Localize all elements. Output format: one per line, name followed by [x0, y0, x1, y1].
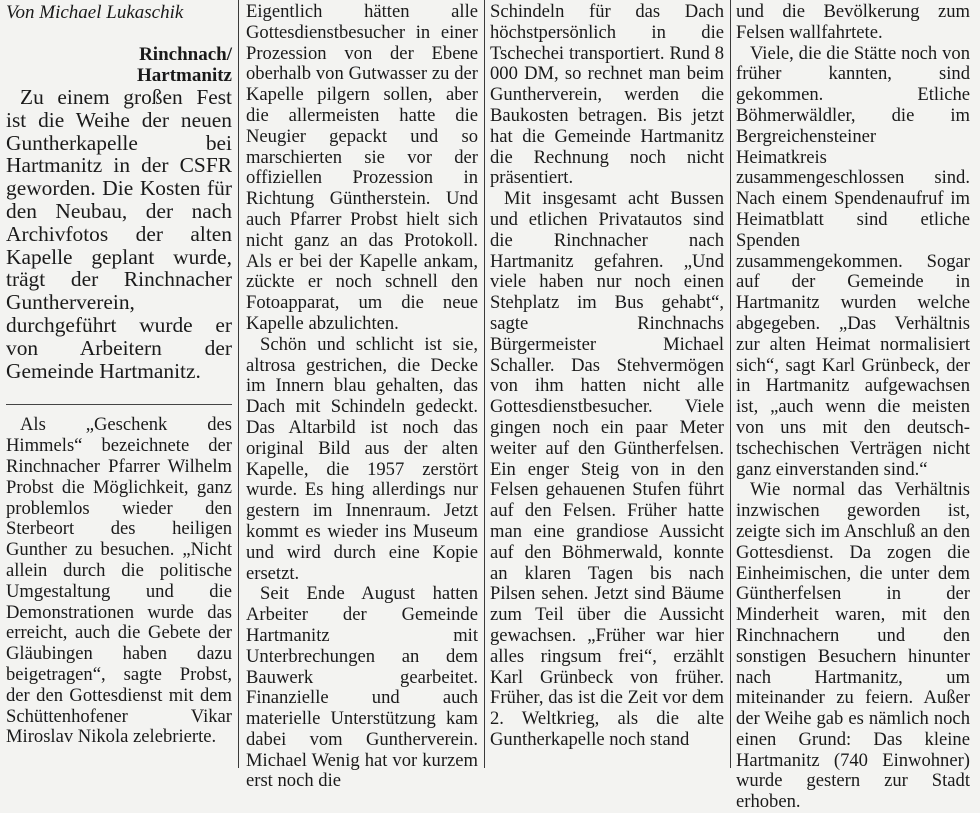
body-paragraph: Viele, die die Stätte noch von früher kannten, sind gekommen. Etliche Böhmerwäldler, die im Bergreichensteiner Heimatkreis zusammengeschlossen sind. Nach einem Spendenaufruf im Heimatblatt sind etliche Spenden zusammengekommen. Sogar auf der Gemeinde in Hartmanitz wurden welche abgegeben. „Das Verhältnis zur alten Heimat normalisiert sich“, sagt Karl Grünbeck, der in Hartmanitz aufgewachsen ist, „auch wenn die meisten von uns mit den deutsch-tschechischen Verträgen nicht ganz einverstanden sind.“ — [736, 42, 970, 480]
column-2 — [246, 1, 478, 792]
dateline-line-2: Hartmanitz — [137, 65, 232, 86]
column-3 — [490, 2, 724, 768]
column-rule — [484, 0, 485, 768]
column-1 — [6, 2, 232, 768]
body-paragraph: Seit Ende August hatten Arbeiter der Gemeinde Hartmanitz mit Unterbrechungen an dem Bauwerk gearbeitet. Finanzielle und auch materielle Unterstützung kam dabei vom Guntherverein. Michael Wenig hat vor kurzem erst noch die — [246, 583, 478, 792]
body-paragraph: Eigentlich hätten alle Gottesdienstbesucher in einer Prozession von der Ebene oberhalb von Gutwasser zu der Kapelle pilgern sollen, aber die allermeisten hatte die Neugier gepackt und so marschierten sie vor der offiziellen Prozession in Richtung Güntherstein. Und auch Pfarrer Probst hielt sich nicht ganz an das Protokoll. Als er bei der Kapelle ankam, zückte er noch schnell den Fotoapparat, um die neue Kapelle abzulichten. — [246, 1, 478, 334]
column-rule — [238, 0, 239, 768]
dateline-line-1: Rinchnach/ — [139, 44, 232, 65]
lead-divider — [6, 404, 232, 405]
column-rule — [730, 0, 731, 768]
body-paragraph: Als „Geschenk des Himmels“ bezeichnete der Rinchnacher Pfarrer Wilhelm Probst die Möglichkeit, ganz problemlos wieder den Sterbeort des heiligen Gunther zu besuchen. „Nicht allein durch die politische Umgestaltung und die Demonstrationen wurde das erreicht, auch die Gebete der Gläubingen haben dazu beigetragen“, sagte Probst, der den Gottesdienst mit dem Schüttenhofener Vikar Miroslav Nikola zelebrierte. — [6, 414, 232, 748]
column-4 — [736, 1, 970, 813]
body-paragraph: Schindeln für das Dach höchstpersönlich in die Tschechei transportiert. Rund 8 000 DM, so rechnet man beim Guntherverein, werden die Baukosten betragen. Bis jetzt hat die Gemeinde Hartmanitz die Rechnung noch nicht präsentiert. — [490, 1, 724, 189]
body-paragraph: Schön und schlicht ist sie, altrosa gestrichen, die Decke im Innern blau gehalten, das Dach mit Schindeln gedeckt. Das Altarbild ist noch das original Bild aus der alten Kapelle, die 1957 zerstört wurde. Es hing allerdings nur gestern im Innenraum. Jetzt kommt es wieder ins Museum und wird durch eine Kopie ersetzt. — [246, 333, 478, 584]
body-paragraph: Wie normal das Verhältnis inzwischen geworden ist, zeigte sich im Anschluß an den Gottesdienst. Da zogen die Einheimischen, die unter dem Güntherfelsen in der Minderheit waren, mit den Rinchnachern und den sonstigen Besuchern hinunter nach Hartmanitz, um miteinander zu feiern. Außer der Weihe gab es nämlich noch einen Grund: Das kleine Hartmanitz (740 Einwohner) wurde gestern zur Stadt erhoben. — [736, 479, 970, 813]
body-paragraph: Mit insgesamt acht Bussen und etlichen Privatautos sind die Rinchnacher nach Hartmanitz gefahren. „Und viele haben nur noch einen Stehplatz im Bus gehabt“, sagte Rinchnachs Bürgermeister Michael Schaller. Das Stehvermögen von ihm hatten nicht alle Gottesdienstbesucher. Viele gingen noch ein paar Meter weiter auf den Güntherfelsen. Ein enger Steig von in den Felsen gehauenen Stufen führt auf den Felsen. Früher hatte man eine grandiose Aussicht auf den Böhmerwald, konnte an klaren Tagen bis nach Pilsen sehen. Jetzt sind Bäume zum Teil über die Aussicht gewachsen. „Früher war hier alles ringsum frei“, erzählt Karl Grünbeck von früher. Früher, das ist die Zeit vor dem 2. Weltkrieg, als die alte Guntherkapelle noch stand — [490, 188, 724, 750]
body-paragraph: und die Bevölkerung zum Felsen wallfahrtete. — [736, 1, 970, 43]
lead-paragraph: Zu einem großen Fest ist die Weihe der neuen Guntherkapelle bei Hartmanitz in der CSFR geworden. Die Kosten für den Neubau, der nach Archivfotos der alten Kapelle geplant wurde, trägt der Rinchnacher Guntherverein, durchgeführt wurde er von Arbeitern der Gemeinde Hartmanitz. — [6, 85, 232, 383]
byline: Von Michael Lukaschik — [6, 2, 184, 23]
